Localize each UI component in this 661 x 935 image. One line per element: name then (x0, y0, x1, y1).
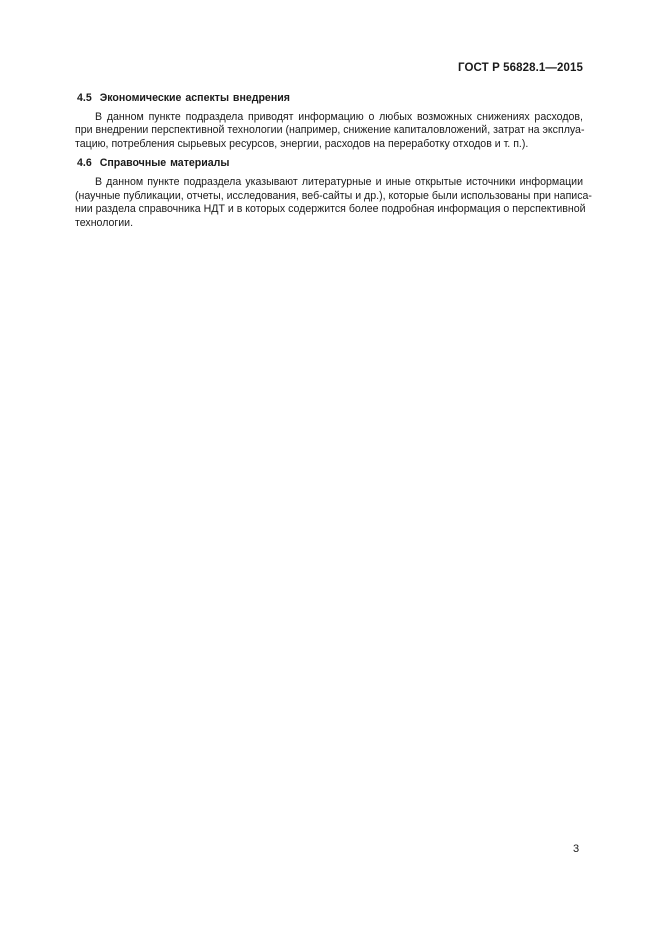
paragraph-line: (научные публикации, отчеты, исследования, веб-сайты и др.), которые были использованы при написа- (75, 189, 592, 202)
paragraph-line: технологии. (75, 216, 134, 229)
section-title: Справочные материалы (99, 157, 230, 170)
section-4-5 (75, 92, 583, 151)
section-heading (75, 157, 583, 171)
paragraph-line: В данном пункте подраздела указывают литературные и иные открытые источники информации (95, 175, 583, 188)
section-number: 4.6 (77, 157, 92, 170)
section-title: Экономические аспекты внедрения (99, 92, 290, 104)
section-heading (75, 92, 583, 106)
document-body (75, 92, 592, 236)
paragraph-line: В данном пункте подраздела приводят информацию о любых возможных снижениях расходов, (95, 110, 583, 123)
document-standard-code: ГОСТ Р 56828.1—2015 (458, 62, 583, 74)
paragraph-line: при внедрении перспективной технологии (например, снижение капиталовложений, затрат на эксплуа- (75, 124, 585, 137)
paragraph-line: нии раздела справочника НДТ и в которых содержится более подробная информация о перспективной (75, 203, 586, 216)
page-number: 3 (573, 843, 580, 855)
section-paragraph (75, 111, 583, 152)
section-4-6 (75, 157, 592, 230)
section-paragraph (75, 175, 592, 230)
section-number: 4.5 (77, 92, 92, 104)
paragraph-line: тацию, потребления сырьевых ресурсов, энергии, расходов на переработку отходов и т. п.). (75, 137, 529, 150)
